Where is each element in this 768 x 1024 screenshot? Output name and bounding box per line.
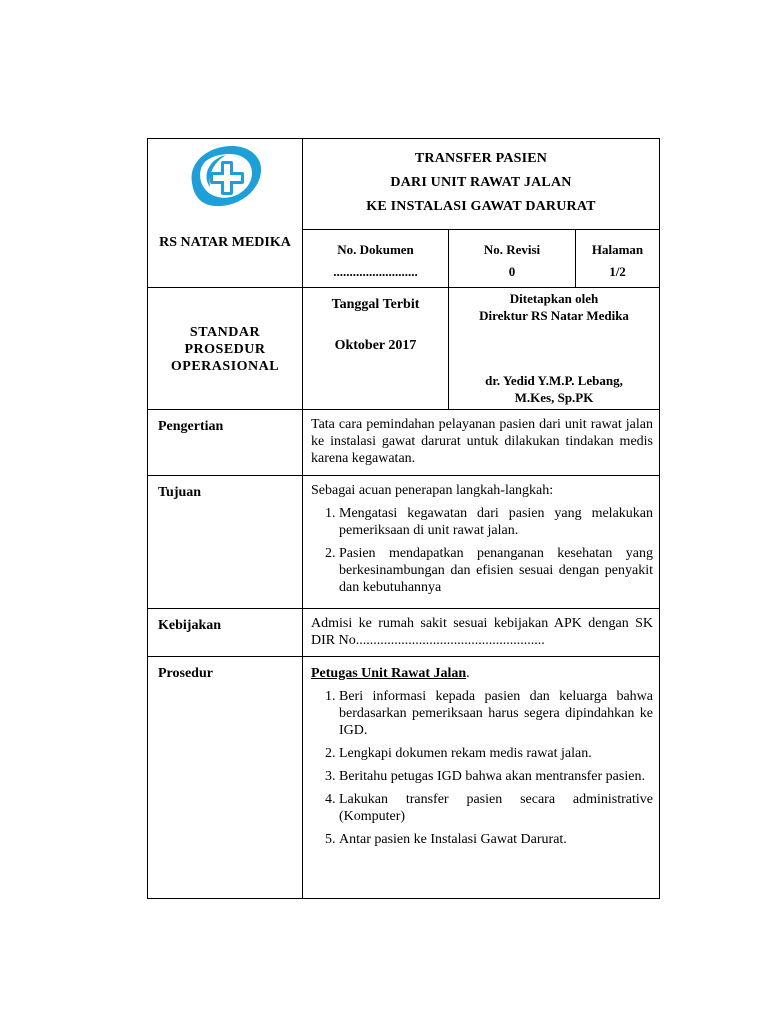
medical-cross-logo-icon — [186, 143, 264, 209]
issue-date-cell — [303, 288, 449, 410]
pengertian-label: Pengertian — [148, 410, 303, 476]
revision-cell — [449, 229, 576, 287]
hospital-identity-cell — [148, 139, 303, 288]
prosedur-label: Prosedur — [148, 657, 303, 899]
sop-type-cell — [148, 288, 303, 410]
sop-type-line: PROSEDUR — [184, 342, 266, 357]
page-cell — [576, 229, 660, 287]
list-item: 4. Lakukan transfer pasien secara administrative (Komputer) — [339, 791, 653, 825]
sop-type-line: STANDAR — [189, 325, 261, 340]
approved-by-label: Ditetapkan oleh — [509, 291, 599, 306]
sop-document — [147, 138, 659, 899]
list-item: 2. Lengkapi dokumen rekam medis rawat jalan. — [339, 745, 653, 762]
tujuan-list — [311, 505, 653, 596]
list-item: 1. Beri informasi kepada pasien dan keluarga bahwa berdasarkan pemeriksaan harus segera dipindahkan ke IGD. — [339, 688, 653, 739]
sop-table — [147, 138, 660, 899]
issue-date-value: Oktober 2017 — [334, 338, 417, 353]
document-number-value: .......................... — [333, 263, 418, 279]
revision-value: 0 — [508, 263, 516, 279]
page-label: Halaman — [591, 241, 644, 257]
title-line: TRANSFER PASIEN — [414, 151, 548, 166]
list-item: 3. Beritahu petugas IGD bahwa akan mentransfer pasien. — [339, 768, 653, 785]
kebijakan-text: Admisi ke rumah sakit sesuai kebijakan APK dengan SK DIR No...................................................... — [303, 609, 660, 657]
document-number-label: No. Dokumen — [337, 241, 414, 257]
tujuan-content — [303, 476, 660, 609]
revision-label: No. Revisi — [483, 241, 541, 257]
document-number-cell — [303, 229, 449, 287]
document-title — [303, 139, 660, 230]
pengertian-text: Tata cara pemindahan pelayanan pasien dari unit rawat jalan ke instalasi gawat darurat untuk dilakukan tindakan medis karena kegawatan. — [303, 410, 660, 476]
prosedur-heading: Petugas Unit Rawat Jalan — [311, 666, 467, 681]
list-item: 5. Antar pasien ke Instalasi Gawat Darurat. — [339, 831, 653, 848]
prosedur-content — [303, 657, 660, 899]
title-line: DARI UNIT RAWAT JALAN — [390, 175, 572, 190]
title-line: KE INSTALASI GAWAT DARURAT — [366, 199, 596, 214]
list-item: 1. Mengatasi kegawatan dari pasien yang melakukan pemeriksaan di unit rawat jalan. — [339, 505, 653, 539]
prosedur-list — [311, 688, 653, 848]
signatory-credentials: M.Kes, Sp.PK — [514, 390, 594, 405]
sop-type-line: OPERASIONAL — [170, 359, 280, 374]
kebijakan-label: Kebijakan — [148, 609, 303, 657]
issue-date-label: Tanggal Terbit — [331, 297, 420, 312]
list-item: 2. Pasien mendapatkan penanganan kesehatan yang berkesinambungan dan efisien sesuai dengan penyakit dan kebutuhannya — [339, 545, 653, 596]
prosedur-heading-suffix: . — [466, 666, 470, 681]
signatory-name: dr. Yedid Y.M.P. Lebang, — [485, 373, 623, 388]
approval-cell — [449, 288, 660, 410]
hospital-name: RS NATAR MEDIKA — [159, 235, 291, 250]
tujuan-label: Tujuan — [148, 476, 303, 609]
approved-by-title: Direktur RS Natar Medika — [479, 308, 629, 323]
page-value: 1/2 — [609, 263, 626, 279]
tujuan-intro: Sebagai acuan penerapan langkah-langkah: — [311, 483, 554, 498]
